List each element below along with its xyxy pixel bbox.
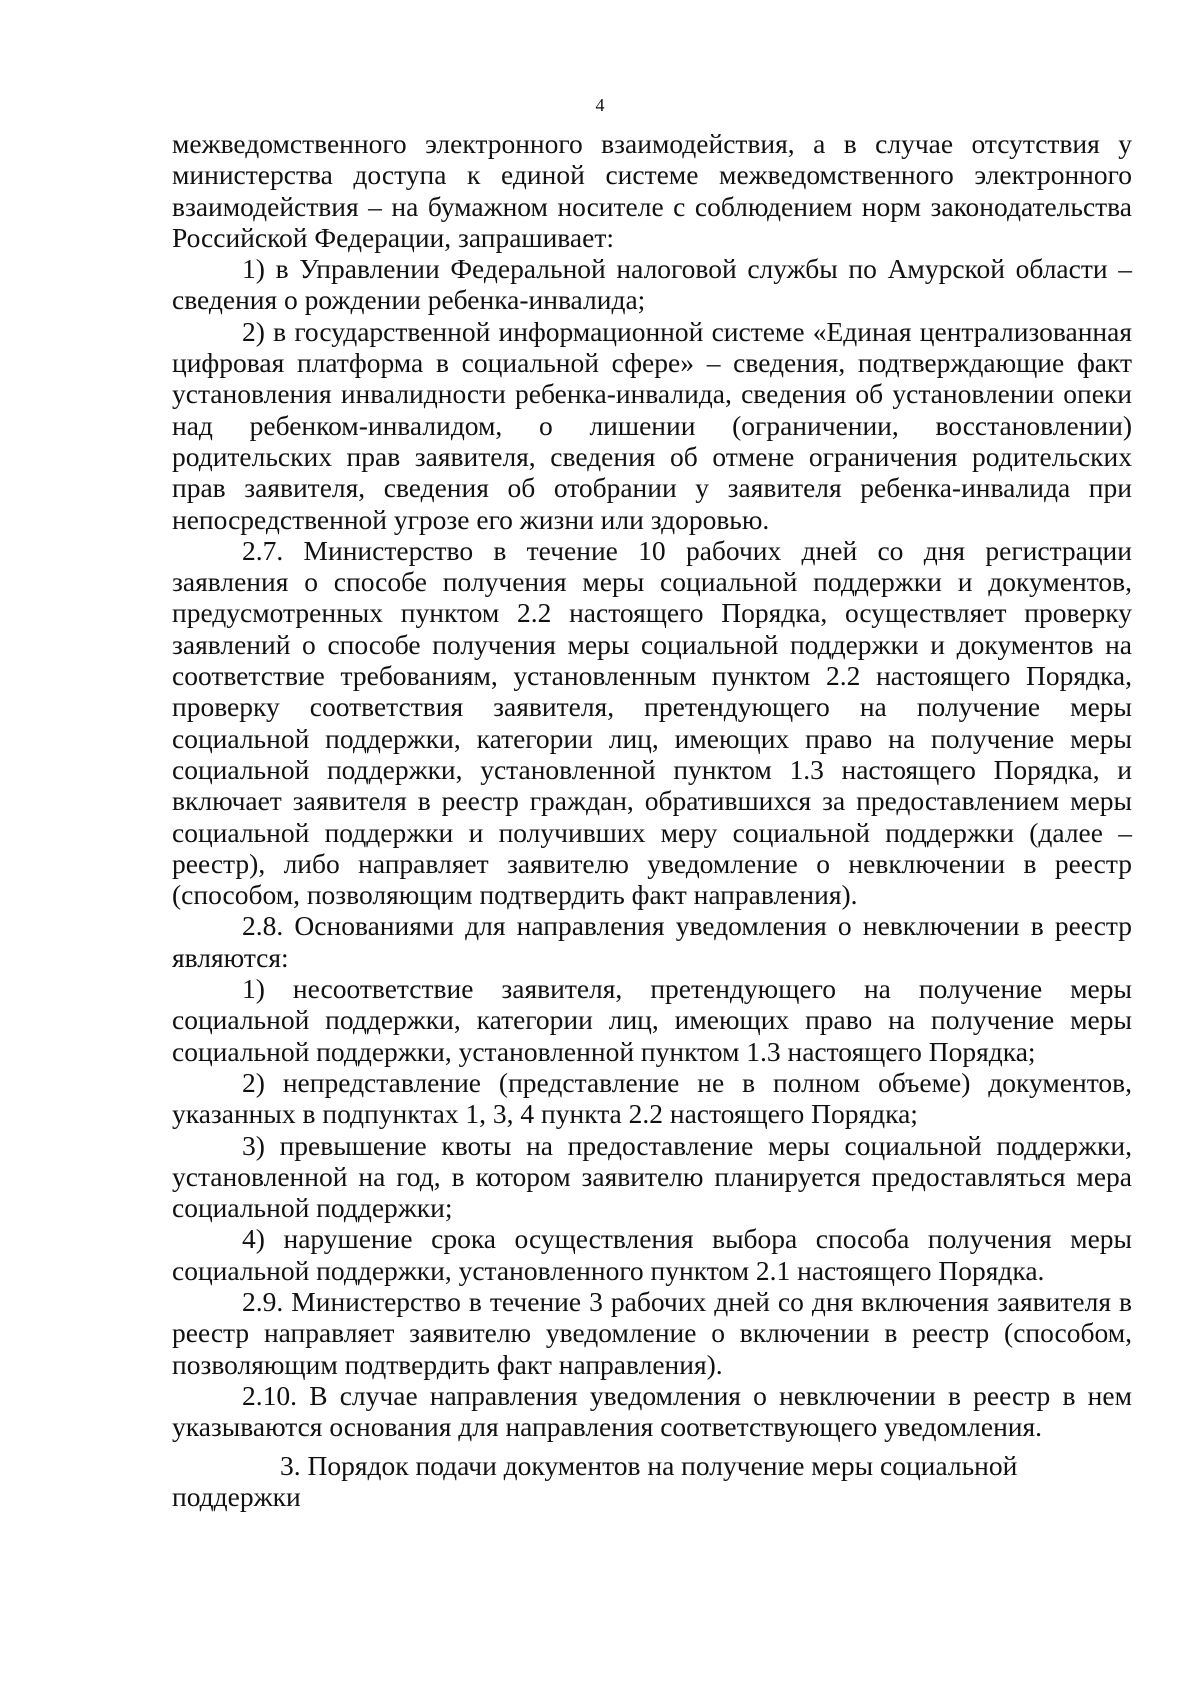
- document-body: [172, 128, 1132, 1442]
- paragraph-continuation: межведомственного электронного взаимодействия, а в случае отсутствия у министерства доступа к единой системе межведомственного электронного взаимодействия – на бумажном носителе с соблюдением норм законодательства Российской Федерации, запрашивает:: [172, 128, 1132, 253]
- paragraph-2-8-item-1: 1) несоответствие заявителя, претендующего на получение меры социальной поддержки, категории лиц, имеющих право на получение меры социальной поддержки, установленной пунктом 1.3 настоящего Порядка;: [172, 973, 1132, 1067]
- paragraph-2-8: 2.8. Основаниями для направления уведомления о невключении в реестр являются:: [172, 910, 1132, 973]
- paragraph-item-2: 2) в государственной информационной системе «Единая централизованная цифровая платформа в социальной сфере» – сведения, подтверждающие факт установления инвалидности ребенка-инвалида, сведения об установлении опеки над ребенком-инвалидом, о лишении (ограничении, восстановлении) родительских прав заявителя, сведения об отмене ограничения родительских прав заявителя, сведения об отобрании у заявителя ребенка-инвалида при непосредственной угрозе его жизни или здоровью.: [172, 315, 1132, 535]
- paragraph-2-9: 2.9. Министерство в течение 3 рабочих дней со дня включения заявителя в реестр направляет заявителю уведомление о включении в реестр (способом, позволяющим подтвердить факт направления).: [172, 1285, 1132, 1380]
- section-heading: 3. Порядок подачи документов на получение меры социальной поддержки: [172, 1450, 1018, 1513]
- page-number: 4: [595, 95, 605, 115]
- paragraph-2-8-item-3: 3) превышение квоты на предоставление меры социальной поддержки, установленной на год, в котором заявителю планируется предоставляться мера социальной поддержки;: [172, 1129, 1132, 1224]
- paragraph-2-10: 2.10. В случае направления уведомления о невключении в реестр в нем указываются основания для направления соответствующего уведомления.: [172, 1379, 1132, 1443]
- paragraph-2-8-item-4: 4) нарушение срока осуществления выбора способа получения меры социальной поддержки, установленного пунктом 2.1 настоящего Порядка.: [172, 1223, 1132, 1286]
- paragraph-2-8-item-2: 2) непредставление (представление не в полном объеме) документов, указанных в подпунктах 1, 3, 4 пункта 2.2 настоящего Порядка;: [172, 1066, 1132, 1130]
- paragraph-2-7: 2.7. Министерство в течение 10 рабочих дней со дня регистрации заявления о способе получения меры социальной поддержки и документов, предусмотренных пунктом 2.2 настоящего Порядка, осуществляет проверку заявлений о способе получения меры социальной поддержки и документов на соответствие требованиям, установленным пунктом 2.2 настоящего Порядка, проверку соответствия заявителя, претендующего на получение меры социальной поддержки, категории лиц, имеющих право на получение меры социальной поддержки, установленной пунктом 1.3 настоящего Порядка, и включает заявителя в реестр граждан, обратившихся за предоставлением меры социальной поддержки и получивших меру социальной поддержки (далее – реестр), либо направляет заявителю уведомление о невключении в реестр (способом, позволяющим подтвердить факт направления).: [172, 534, 1132, 911]
- paragraph-item-1: 1) в Управлении Федеральной налоговой службы по Амурской области – сведения о рождении ребенка-инвалида;: [172, 253, 1132, 316]
